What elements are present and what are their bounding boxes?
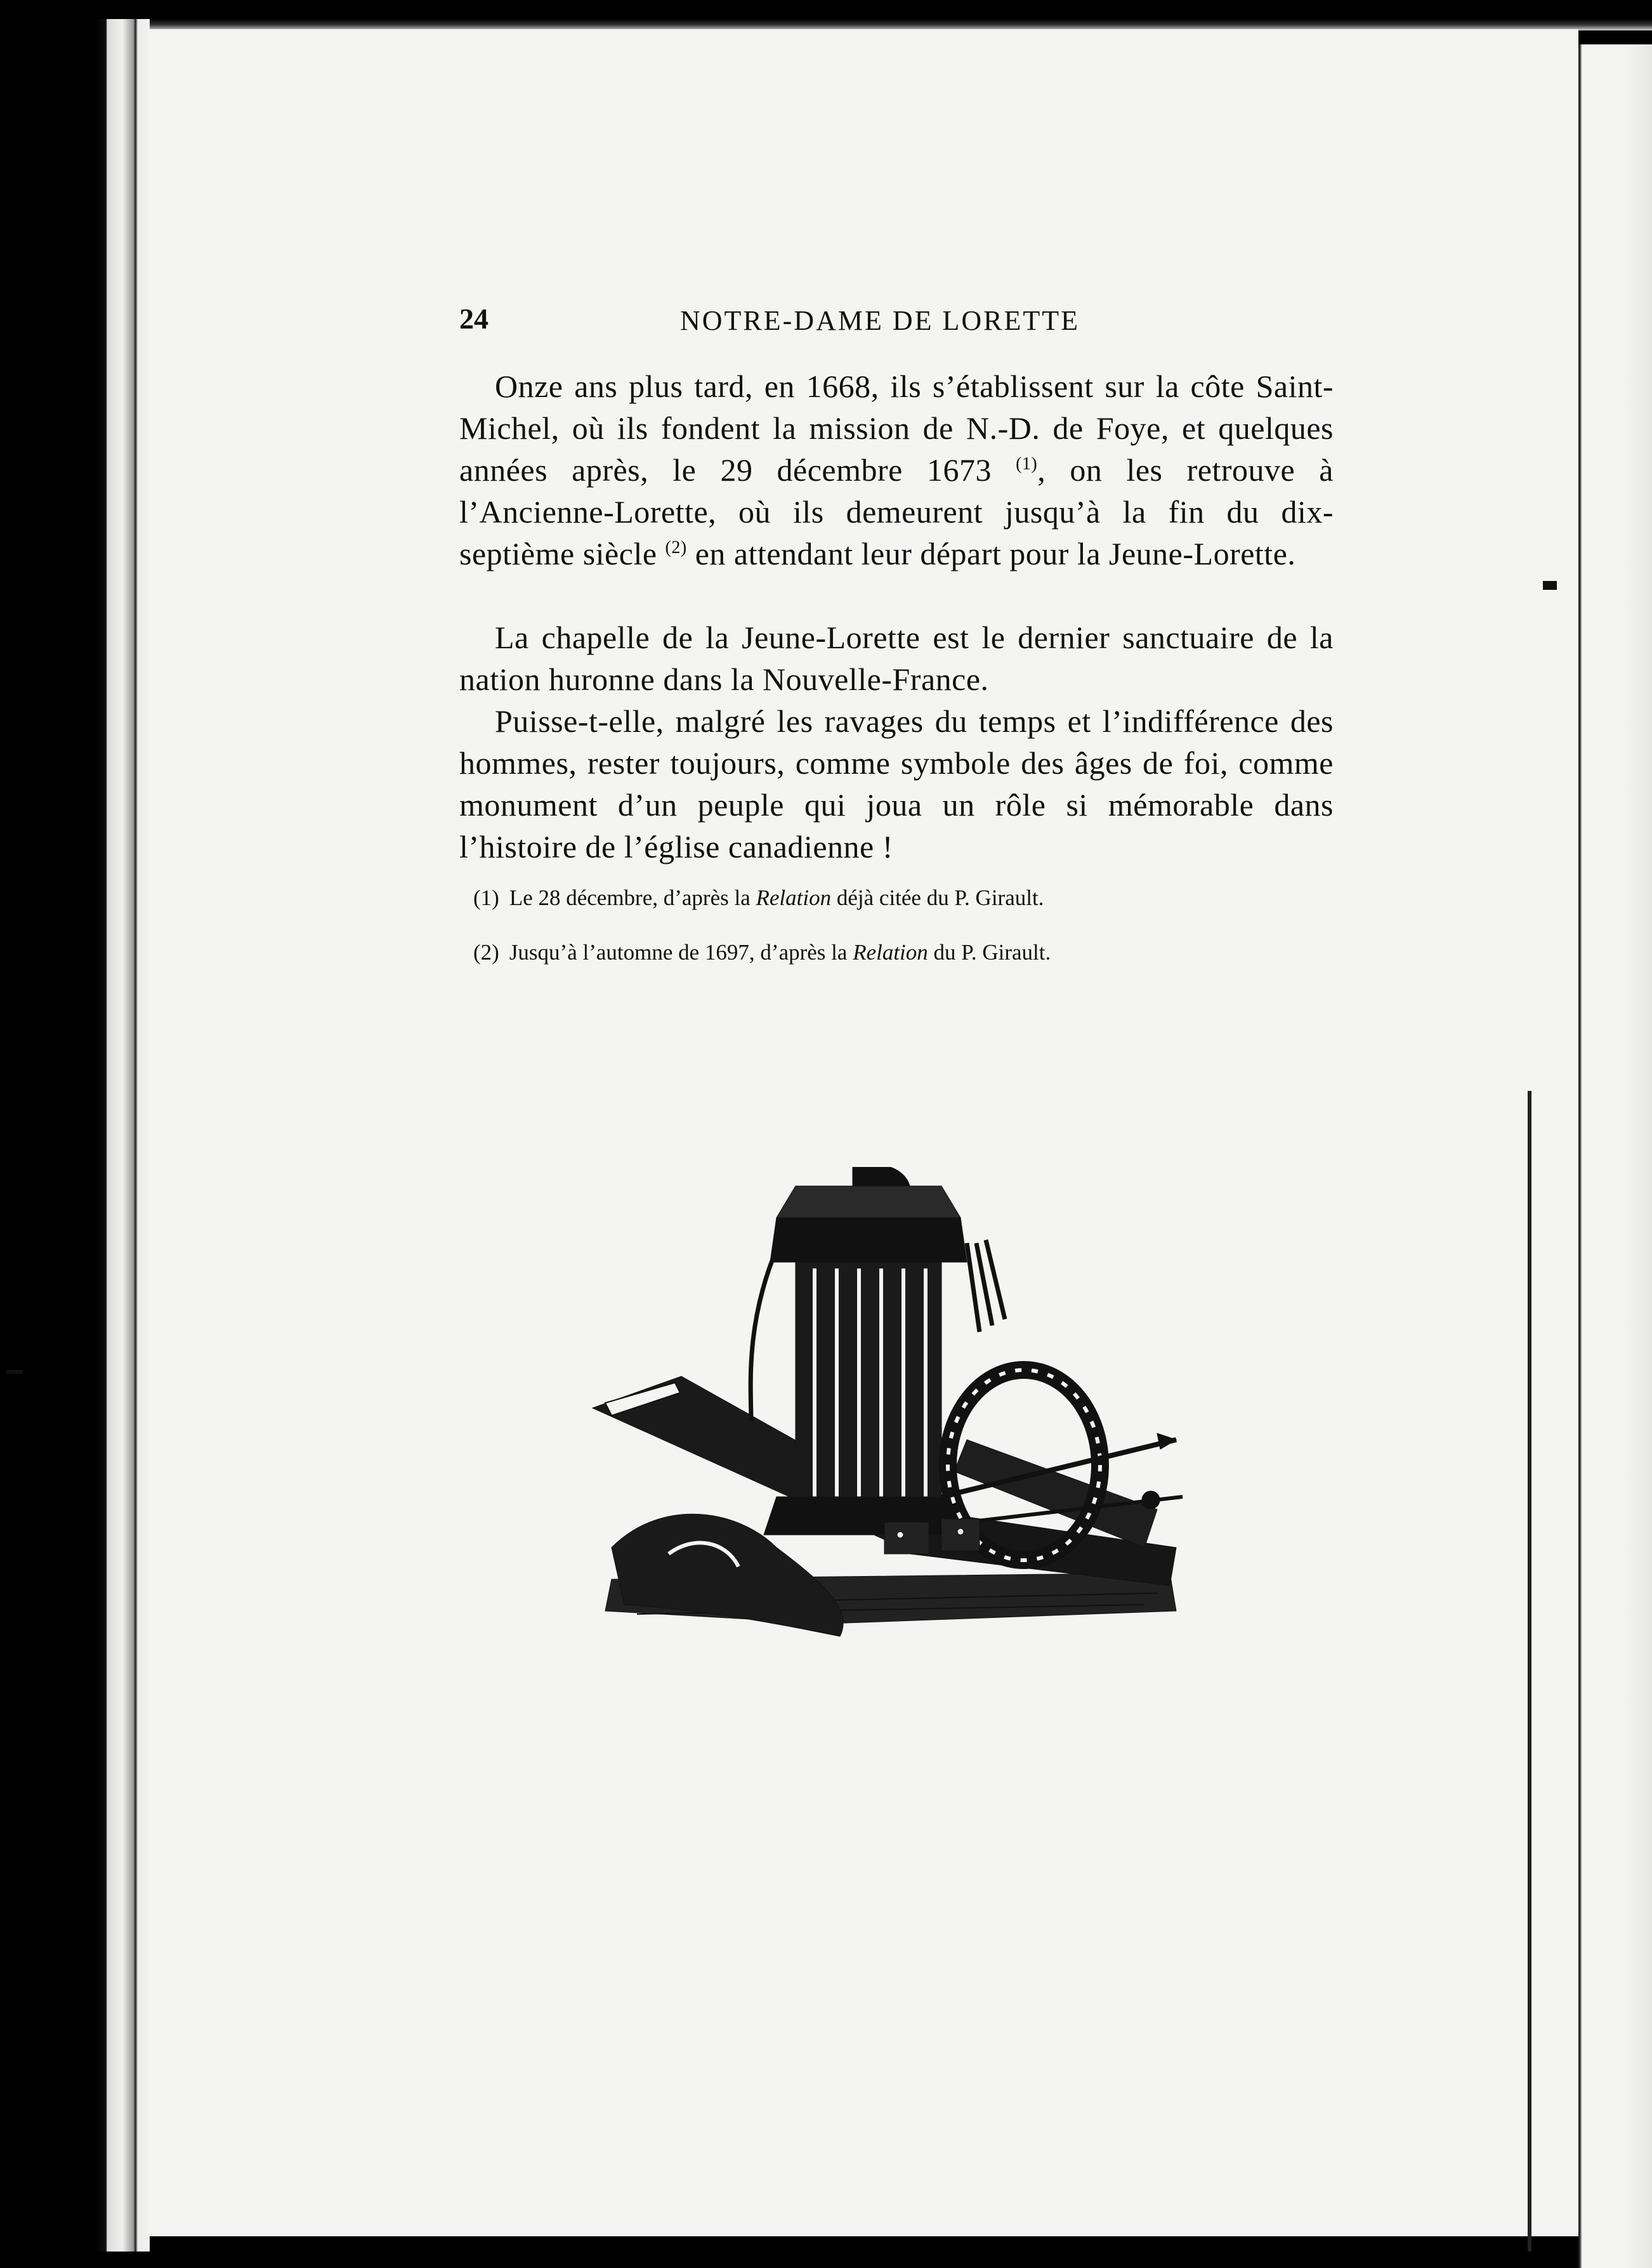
page xyxy=(150,29,1578,2236)
footnote-1 xyxy=(473,883,1349,913)
paragraph-3: Puisse-t-elle, malgré les ravages du temps et l’indifférence des hommes, rester toujours, comme symbole des âges de foi, comme monument d’un peuple qui joua un rôle si mémorable dans l’histoire de l’église canadienne ! xyxy=(459,703,1334,864)
footnote-1-text-b: déjà citée du P. Girault. xyxy=(831,885,1044,910)
paragraph-1-text-a: Onze ans plus tard, en 1668, ils s’établissent sur la côte Saint-Michel, où ils fondent la mission de N.-D. de Foye, et quelques années après, le 29 décembre 1673 xyxy=(459,368,1334,488)
margin-mark xyxy=(1543,581,1557,590)
running-title: NOTRE-DAME DE LORETTE xyxy=(680,305,1080,336)
footnote-ref-2: (2) xyxy=(665,538,687,557)
next-page-edge xyxy=(1578,44,1652,2268)
footnote-2-number: (2) xyxy=(473,940,499,965)
right-margin-rule xyxy=(1528,1091,1531,2252)
footnote-1-text-a: Le 28 décembre, d’après la xyxy=(509,885,756,910)
footnote-1-italic: Relation xyxy=(756,885,832,910)
paragraph-1-text-b: , on les retrouve à l’Ancienne-Lorette, où ils demeurent jusqu’à la fin du dix-septième siècle xyxy=(459,452,1334,571)
margin-mark xyxy=(6,1370,23,1374)
footnote-2-text-a: Jusqu’à l’automne de 1697, d’après la xyxy=(509,940,853,965)
paragraph-1 xyxy=(459,365,1334,575)
passion-vignette-illustration xyxy=(586,1167,1190,1649)
footnote-ref-1: (1) xyxy=(1016,454,1038,474)
paragraph-1-text-c: en attendant leur départ pour la Jeune-Lorette. xyxy=(686,536,1296,571)
footnote-1-number: (1) xyxy=(473,885,499,910)
paragraph-2: La chapelle de la Jeune-Lorette est le dernier sanctuaire de la nation huronne dans la Nouvelle-France. xyxy=(459,620,1334,697)
footnote-2 xyxy=(473,938,1349,967)
page-number: 24 xyxy=(459,303,488,335)
binding-edge xyxy=(95,19,150,2252)
footnote-2-text-b: du P. Girault. xyxy=(928,940,1051,965)
footnote-2-italic: Relation xyxy=(853,940,928,965)
